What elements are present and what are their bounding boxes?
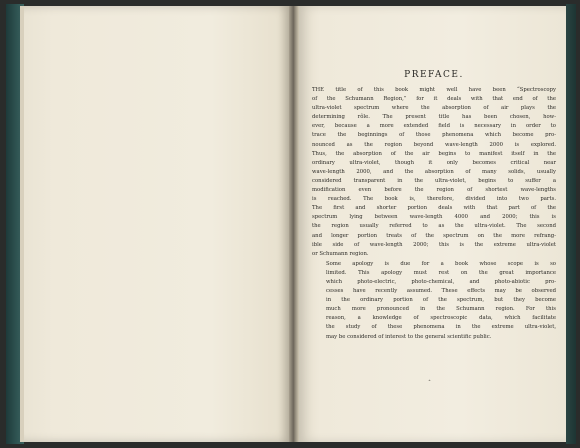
text-line: cesses have recently assumed. These effects may be observed (326, 288, 556, 295)
text-line: wave-length 2000, and the absorption of many solids, usually (312, 168, 556, 175)
text-line: which photo-electric, photo-chemical, and photo-abiotic pro- (326, 278, 556, 285)
printer-mark: ˆ (428, 380, 431, 387)
preface-paragraph-2 (312, 260, 556, 342)
text-line: may be considered of interest to the general scientific public. (326, 333, 492, 340)
text-line: in the ordinary portion of the spectrum, but they become (326, 297, 556, 304)
preface-text-block (312, 70, 556, 342)
text-line: reason, a knowledge of spectroscopic data, which facilitate (326, 315, 556, 322)
text-line: spectrum lying between wave-length 4000 and 2000; this is (312, 214, 556, 221)
text-line: determining rôle. The present title has been chosen, how- (312, 114, 556, 121)
text-line: trace the beginnings of those phenomena which become pro- (312, 132, 556, 139)
left-page-edge (20, 6, 24, 442)
text-line: ultra-violet spectrum where the absorption of air plays the (312, 105, 556, 112)
text-line: ever, because a more extended field is necessary in order to (312, 123, 556, 130)
text-line: nounced as the region beyond wave-length 2000 is explored. (312, 141, 556, 148)
text-line: of the Schumann Region,” for it deals with that end of the (312, 96, 556, 103)
book-gutter (289, 6, 299, 442)
preface-paragraph-1 (312, 86, 556, 259)
text-line: ordinary ultra-violet, though it only becomes critical near (312, 159, 556, 166)
text-line: The first and shorter portion deals with that part of the (312, 205, 556, 212)
text-line: limited. This apology must rest on the great importance (326, 269, 556, 276)
preface-heading: PREFACE. (404, 70, 464, 80)
text-line: and longer portion treats of the spectrum on the more refrang- (312, 232, 556, 239)
left-blank-page (20, 6, 292, 442)
text-line: is reached. The book is, therefore, divided into two parts. (312, 196, 556, 203)
text-line: Thus, the absorption of the air begins to manifest itself in the (312, 150, 556, 157)
text-line: THE title of this book might well have been “Spectroscopy (312, 87, 556, 93)
text-line: ible side of wave-length 2000; this is the extreme ultra-violet (312, 241, 556, 248)
text-line: the region usually referred to as the ultra-violet. The second (312, 223, 556, 230)
book-cover-right-edge (566, 4, 576, 444)
text-line: considered transparent in the ultra-violet, begins to suffer a (312, 177, 556, 184)
text-line: Some apology is due for a book whose scope is so (326, 260, 556, 267)
text-line: or Schumann region. (312, 250, 369, 257)
text-line: modification even before the region of shortest wave-lengths (312, 187, 556, 194)
text-line: much more pronounced in the Schumann region. For this (326, 306, 556, 313)
text-line: the study of these phenomena in the extreme ultra-violet, (326, 324, 556, 331)
